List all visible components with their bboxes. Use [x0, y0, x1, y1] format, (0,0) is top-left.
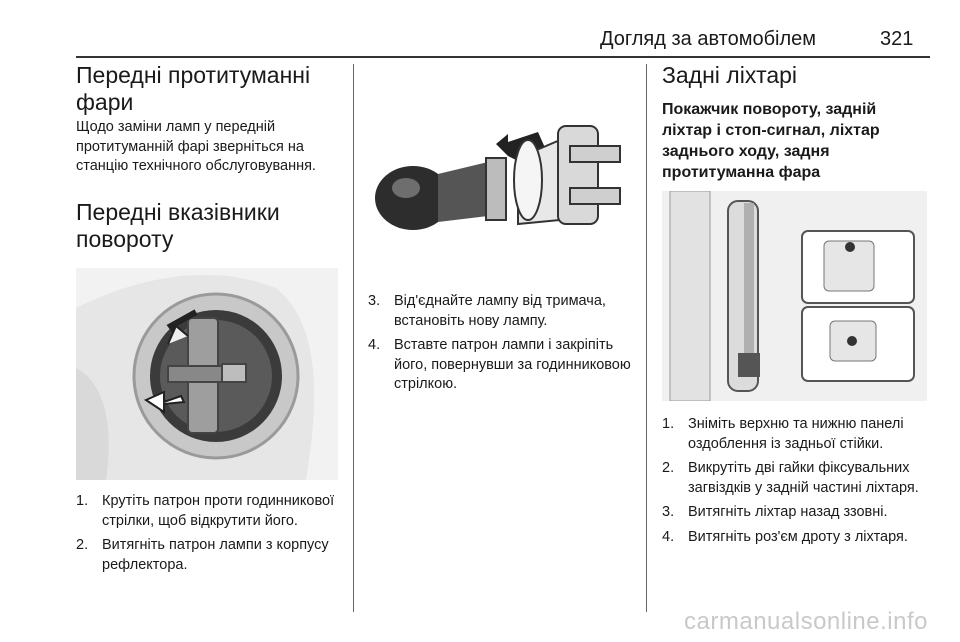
steps-list-col3 [662, 415, 932, 552]
section-title-front-fog-lights: Передні протитуманні фари [76, 62, 311, 115]
subsection-title-rear-lamps: Покажчик повороту, задній ліхтар і стоп-сигнал, ліхтар заднього ходу, задня протитуманна фара [662, 101, 880, 181]
header-divider [76, 56, 930, 58]
list-item: 3. Від'єднайте лампу від тримача, встановіть нову лампу. [368, 293, 606, 329]
figure-bulb-removal [368, 70, 632, 276]
watermark: carmanualsonline.info [684, 608, 928, 635]
page-header-title: Догляд за автомобілем [600, 28, 817, 50]
list-item: 1. Крутіть патрон проти годинникової стрілки, щоб відкрутити його. [76, 493, 335, 529]
section-body-front-fog-lights: Щодо заміни ламп у передній протитуманній фарі зверніться на станцію технічного обслуговування. [76, 119, 316, 174]
figure-rear-light-removal [662, 191, 927, 401]
steps-list-col2 [368, 292, 638, 400]
section-title-rear-lights: Задні ліхтарі [662, 62, 798, 88]
column-3 [662, 62, 927, 183]
list-item: 1. Зніміть верхню та нижню панелі оздоблення із задньої стійки. [662, 416, 904, 452]
page-number: 321 [880, 28, 914, 50]
column-divider-2 [646, 64, 647, 612]
list-item: 3. Витягніть ліхтар назад ззовні. [662, 504, 888, 520]
figure-turn-signal-bulb-holder [76, 268, 338, 480]
list-item: 2. Витягніть патрон лампи з корпусу рефлектора. [76, 537, 329, 573]
list-item: 2. Викрутіть дві гайки фіксувальних загвіздків у задній частині ліхтаря. [662, 460, 919, 496]
list-item: 4. Витягніть роз'єм дроту з ліхтаря. [662, 528, 908, 545]
column-divider-1 [353, 64, 354, 612]
list-item: 4. Вставте патрон лампи і закріпіть його, повернувши за годинниковою стрілкою. [368, 337, 631, 392]
section-title-front-turn-signals: Передні вказівники повороту [76, 198, 280, 252]
column-1 [76, 62, 338, 253]
steps-list-col1 [76, 492, 338, 580]
